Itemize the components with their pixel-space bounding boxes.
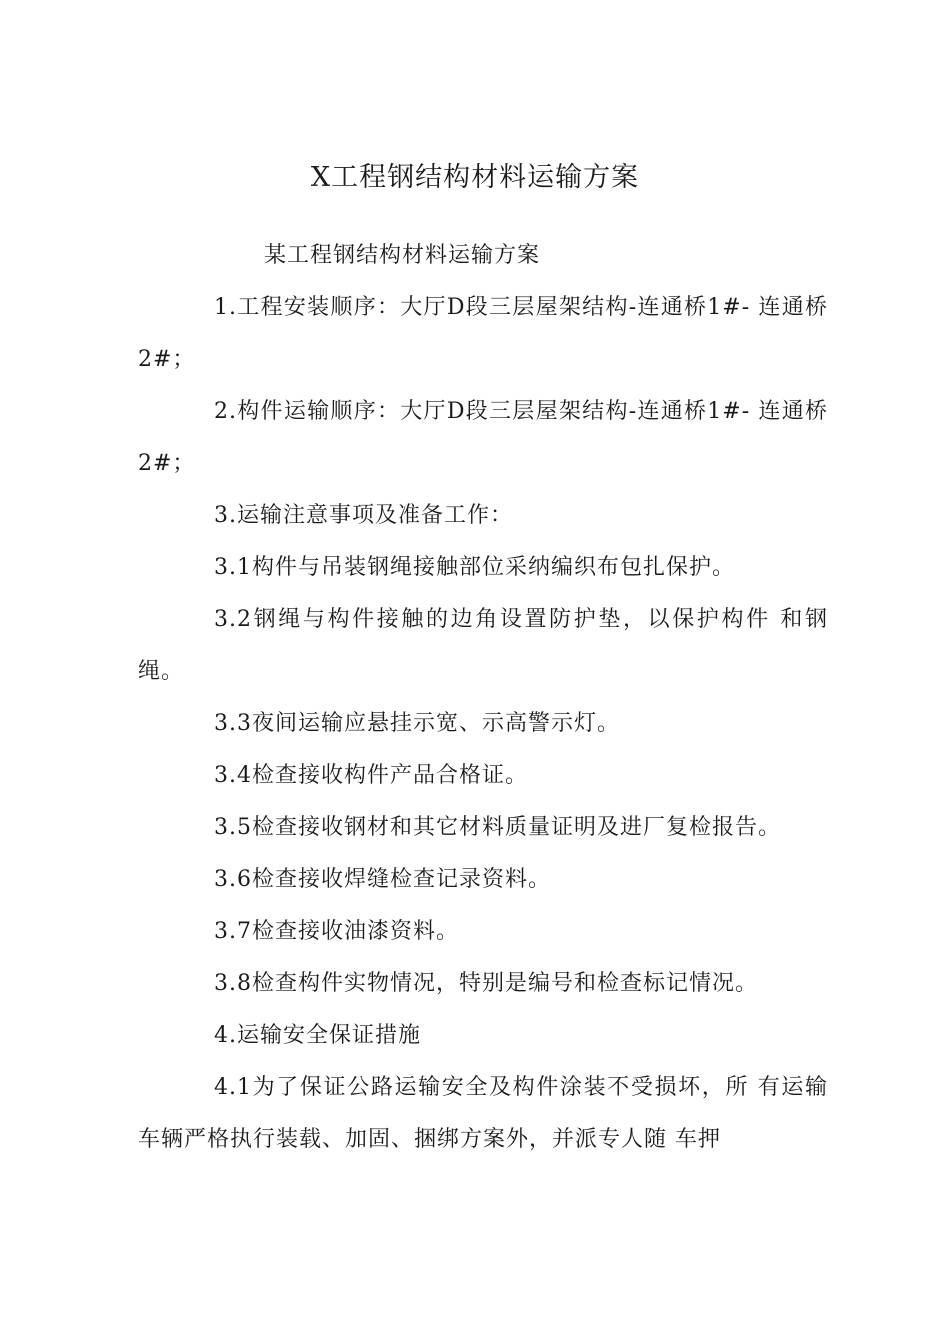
paragraph-4: 4.运输安全保证措施 — [214, 1023, 421, 1048]
document-subtitle: 某工程钢结构材料运输方案 — [264, 243, 541, 268]
paragraph-3-7: 3.7检查接收油漆资料。 — [214, 919, 459, 944]
paragraph-3: 3.运输注意事项及准备工作： — [214, 503, 513, 528]
paragraph-3-5: 3.5检查接收钢材和其它材料质量证明及进厂复检报告。 — [214, 815, 781, 840]
paragraph-3-1: 3.1构件与吊装钢绳接触部位采纳编织布包扎保护。 — [214, 555, 735, 580]
paragraph-3-3: 3.3夜间运输应悬挂示宽、示高警示灯。 — [214, 711, 620, 736]
paragraph-3-4: 3.4检查接收构件产品合格证。 — [214, 763, 528, 788]
paragraph-4-1: 4.1为了保证公路运输安全及构件涂装不受损坏，所 有运输车辆严格执行装载、加固、捆绑方案外，并派专人随 车押 — [138, 1075, 828, 1152]
paragraph-1: 1.工程安装顺序：大厅D段三层屋架结构-连通桥1#- 连通桥2#； — [138, 295, 828, 372]
document-title: X工程钢结构材料运输方案 — [310, 162, 640, 193]
paragraph-3-8: 3.8检查构件实物情况，特别是编号和检查标记情况。 — [214, 971, 758, 996]
document-body — [138, 230, 828, 1166]
paragraph-2: 2.构件运输顺序：大厅D段三层屋架结构-连通桥1#- 连通桥2#； — [138, 399, 828, 476]
paragraph-3-2: 3.2钢绳与构件接触的边角设置防护垫，以保护构件 和钢绳。 — [138, 607, 828, 684]
paragraph-3-6: 3.6检查接收焊缝检查记录资料。 — [214, 867, 551, 892]
